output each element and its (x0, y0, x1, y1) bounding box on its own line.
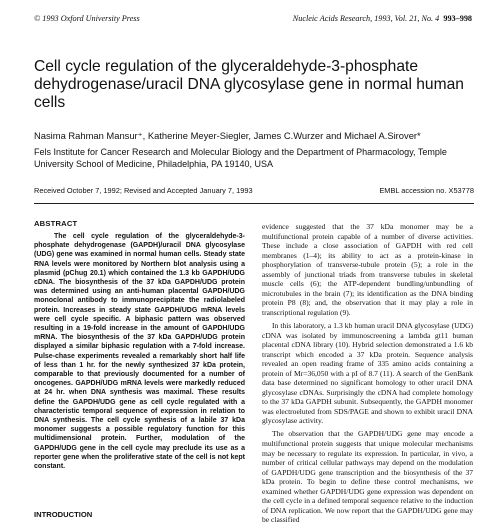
page-range: 993–998 (443, 14, 472, 23)
abstract-heading: ABSTRACT (34, 219, 78, 228)
abstract-text: The cell cycle regulation of the glyceraldehyde-3-phosphate dehydrogenase (GAPDH)/uracil DNA glycosylase (UDG) gene was examined in normal human cells. Steady state RNA levels were monitored by Northern blot analysis using a plasmid (pChug 20.1) which contained the 1.3 kb GAPDH/UDG cDNA. The biosynthesis of the 37 kDa GAPDH/UDG protein was determined using an anti-human placental GAPDH/UDG monoclonal antibody to immunoprecipitate the radiolabeled protein. Increases in steady state GAPDH/UDG mRNA levels were cell cycle specific. A biphasic pattern was observed resulting in a 19-fold increase in the amount of GAPDH/UDG mRNA. The biosynthesis of the 37 kDa GAPDH/UDG protein displayed a similar biphasic regulation with a 7-fold increase. Pulse-chase experiments revealed a remarkably short half life of less than 1 hr. for the newly synthesized 37 kDa protein, comparable to that previously documented for a number of oncogenes. GAPDH/UDG mRNA levels were markedly reduced at 24 hr. when DNA synthesis was maximal. These results define the GAPDH/UDG gene as cell cycle regulated with a characteristic temporal sequence of expression in relation to DNA synthesis. The cell cycle synthesis of a labile 37 kDa monomer suggests a possible regulatory function for this multidimensional protein. Further, modulation of the GAPDH/UDG gene in the cell cycle may preclude its use as a reporter gene when the proliferative state of the cell is not kept constant. (34, 233, 245, 471)
body-paragraph-1: evidence suggested that the 37 kDa monomer may be a multifunctional protein capable of a number of diverse activities. These include a close association of GAPDH with red cell membranes (1–4); its ability to act as a protein-kinase in phosphorylation of transverse-tubule protein (5); a role in the assembly of junctional triads from transverse tubules in skeletal muscle cells (6); the ATP-dependent bundling/unbundling of microtubules in the brain (7); its identification as the DNA binding protein P8 (8); and, the observation that it may play a role in transcriptional regulation (9). (262, 222, 473, 317)
body-paragraph-2: In this laboratory, a 1.3 kb human uracil DNA glycosylase (UDG) cDNA was isolated by immunoscreening a lambda gt11 human placental cDNA library (10). Hybrid selection demonstrated a 1.6 kb transcript which encoded a 37 kDa protein. Sequence analysis revealed an open reading frame of 335 amino acids containing a protein of Mr=36,050 with a pI of 8.7 (11). A search of the GenBank data base determined no significant homology to other uracil DNA glycosylase cDNAs. Surprisingly the cDNA had complete homology to the 37 kDa GAPDH subunit. Subsequently, the GAPDH monomer was electroeluted from SDS/PAGE and shown to exhibit uracil DNA glycosylase activity. (262, 320, 473, 426)
received-dates: Received October 7, 1992; Revised and Accepted January 7, 1993 (34, 186, 253, 195)
dates-row (34, 186, 474, 198)
affiliation: Fels Institute for Cancer Research and Molecular Biology and the Department of Pharmacology, Temple University School of Medicine, Philadelphia, PA 19140, USA (34, 147, 447, 169)
journal-name: Nucleic Acids Research, 1993, Vol. 21, No. 4 (292, 14, 440, 23)
embl-accession: EMBL accession no. X53778 (379, 186, 474, 195)
running-header (34, 14, 472, 28)
body-paragraph-3: The observation that the GAPDH/UDG gene may encode a multifunctional protein suggests that unique molecular mechanisms may be necessary to regulate its expression. In particular, in vivo, a number of critical cellular pathways may depend on the modulation of GAPDH/UDG gene transcription and the biosynthesis of the 37 kDa protein. To begin to define these control mechanisms, we examined whether GAPDH/UDG gene expression was dependent on the cell cycle in a defined temporal sequence relative to the induction of DNA replication. We now report that the GAPDH/UDG gene may be classified (262, 429, 473, 525)
journal-citation (293, 14, 472, 23)
introduction-heading: INTRODUCTION (34, 510, 93, 519)
article-title: Cell cycle regulation of the glyceraldehyde-3-phosphate dehydrogenase/uracil DNA glycosylase gene in normal human cells (34, 58, 464, 111)
copyright-notice: © 1993 Oxford University Press (34, 14, 140, 23)
left-column (34, 219, 245, 471)
author-list: Nasima Rahman Mansur⁺, Katherine Meyer-Siegler, James C.Wurzer and Michael A.Sirover* (34, 130, 421, 141)
header-divider (34, 203, 474, 204)
right-column (262, 222, 473, 528)
